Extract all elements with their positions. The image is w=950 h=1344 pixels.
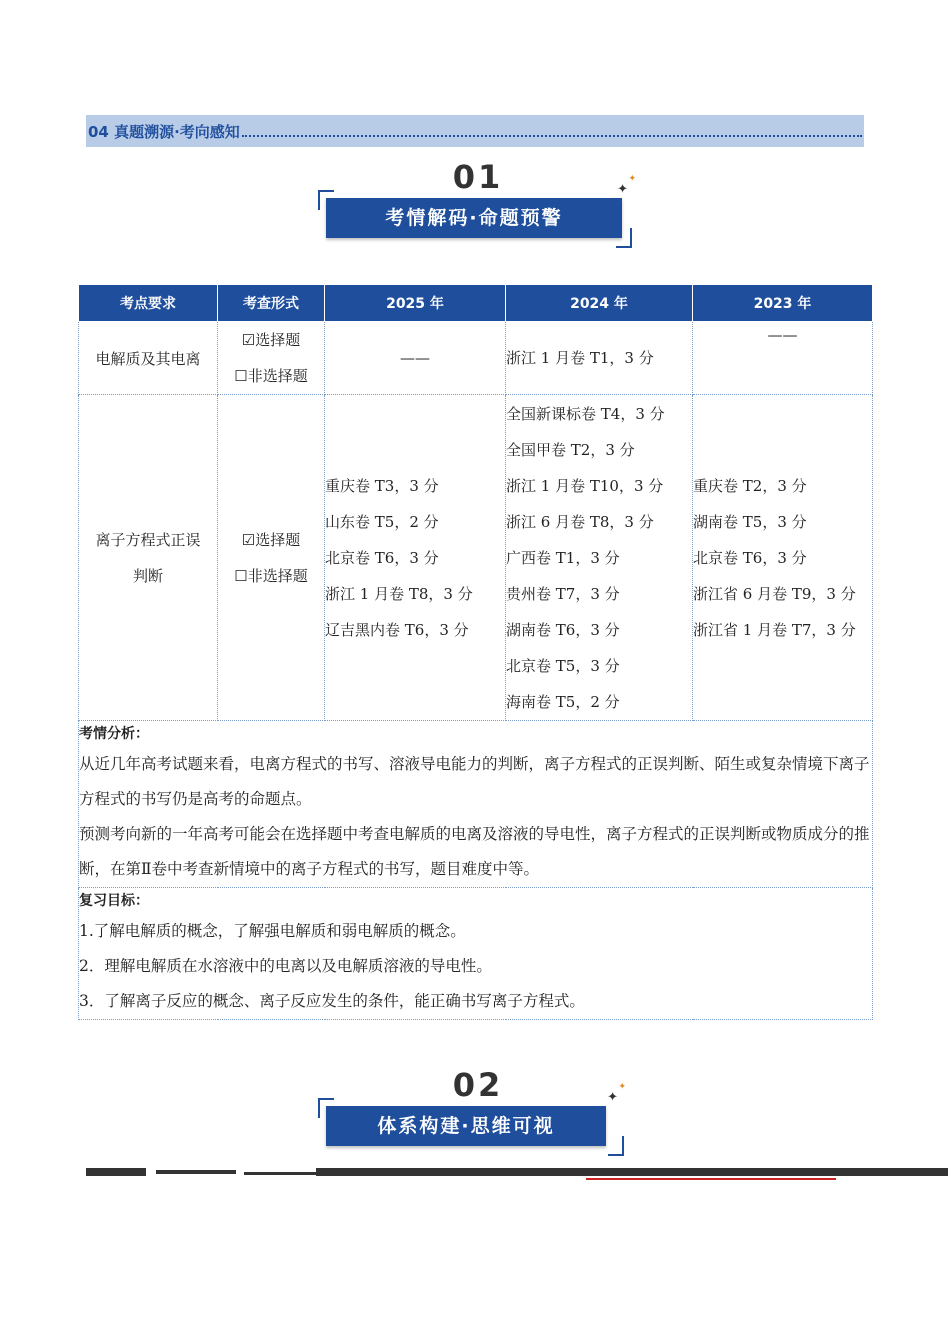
list-item: 湖南卷 T5，3 分 [693,512,807,531]
analysis-label: 考情分析： [79,726,149,742]
list-item: 浙江 1 月卷 T8，3 分 [325,584,473,603]
section-heading-1 [318,158,638,258]
checkbox-unchecked: ☐非选择题 [234,367,308,385]
list-item: 浙江省 1 月卷 T7，3 分 [693,620,856,639]
checkbox-unchecked: ☐非选择题 [234,566,308,585]
checkbox-checked: ☑选择题 [241,331,301,349]
analysis-paragraph: 从近几年高考试题来看，电离方程式的书写、溶液导电能力的判断，离子方程式的正误判断、陌生或复杂情境下离子方程式的书写仍是高考的命题点。 [79,755,870,808]
corner-bracket-icon [616,228,632,248]
topic-cell [79,395,218,721]
list-item: 湖南卷 T6，3 分 [506,620,620,639]
goal-item: 2．理解电解质在水溶液中的电离以及电解质溶液的导电性。 [79,957,492,975]
list-item: 重庆卷 T2，3 分 [693,476,807,495]
section-title: 考情解码·命题预警 [326,198,622,238]
year-2024-cell [506,322,693,395]
section-heading-2 [318,1066,638,1166]
list-item: 辽吉黑内卷 T6，3 分 [325,620,469,639]
section-number: 02 [452,1066,504,1104]
list-item: 海南卷 T5，2 分 [506,692,620,711]
list-item: 广西卷 T1，3 分 [506,548,620,567]
list-item: 重庆卷 T3，3 分 [325,476,439,495]
goal-item: 1.了解电解质的概念，了解强电解质和弱电解质的概念。 [79,922,466,940]
year-2025-cell [325,395,506,721]
year-2024-cell [506,395,693,721]
section-banner [86,115,864,147]
list-item: 浙江 1 月卷 T10，3 分 [506,476,664,495]
section-title: 体系构建·思维可视 [326,1106,606,1146]
goals-cell [79,888,873,1020]
list-item: 浙江省 6 月卷 T9，3 分 [693,584,856,603]
list-item: 北京卷 T6，3 分 [325,548,439,567]
topic-line: 离子方程式正误 [95,530,201,549]
list-item: 山东卷 T5，2 分 [325,512,439,531]
analysis-cell [79,721,873,888]
header-form: 考查形式 [218,285,325,322]
header-2025: 2025 年 [325,285,506,322]
table-row [79,322,873,395]
list-item: 全国甲卷 T2，3 分 [506,440,635,459]
section-banner-title: 04 真题溯源·考向感知 [88,122,240,141]
year-2023-cell [693,395,873,721]
corner-bracket-icon [608,1136,624,1156]
goal-item: 3．了解离子反应的概念、离子反应发生的条件，能正确书写离子方程式。 [79,992,585,1010]
list-item: 北京卷 T6，3 分 [693,548,807,567]
goals-label: 复习目标： [79,893,149,909]
mind-map-fragment [86,1164,948,1182]
dotted-leader [242,125,862,137]
form-cell [218,322,325,395]
list-item: 浙江 1 月卷 T1，3 分 [506,349,654,367]
topic-line: 判断 [132,566,163,585]
list-item: 北京卷 T5，3 分 [506,656,620,675]
topic-cell: 电解质及其电离 [79,322,218,395]
header-2023: 2023 年 [693,285,873,322]
table-row [79,721,873,888]
table-header-row [79,285,873,322]
list-item: 全国新课标卷 T4，3 分 [506,404,665,423]
sparkle-icon: ✦ [617,182,628,197]
list-item: 浙江 6 月卷 T8，3 分 [506,512,654,531]
form-cell [218,395,325,721]
year-2025-cell: —— [325,322,506,395]
sparkle-icon: ✦ [607,1090,618,1105]
header-2024: 2024 年 [506,285,693,322]
year-2023-cell: —— [693,322,873,395]
header-topic: 考点要求 [79,285,218,322]
section-number: 01 [452,158,504,196]
exam-analysis-table [78,284,873,1020]
sparkle-icon: ✦ [628,174,636,184]
table-row [79,395,873,721]
sparkle-icon: ✦ [618,1082,626,1092]
table-row [79,888,873,1020]
analysis-paragraph: 预测考向新的一年高考可能会在选择题中考查电解质的电离及溶液的导电性，离子方程式的正误判断或物质成分的推断，在第Ⅱ卷中考查新情境中的离子方程式的书写，题目难度中等。 [79,825,870,878]
list-item: 贵州卷 T7，3 分 [506,584,620,603]
checkbox-checked: ☑选择题 [241,530,301,549]
